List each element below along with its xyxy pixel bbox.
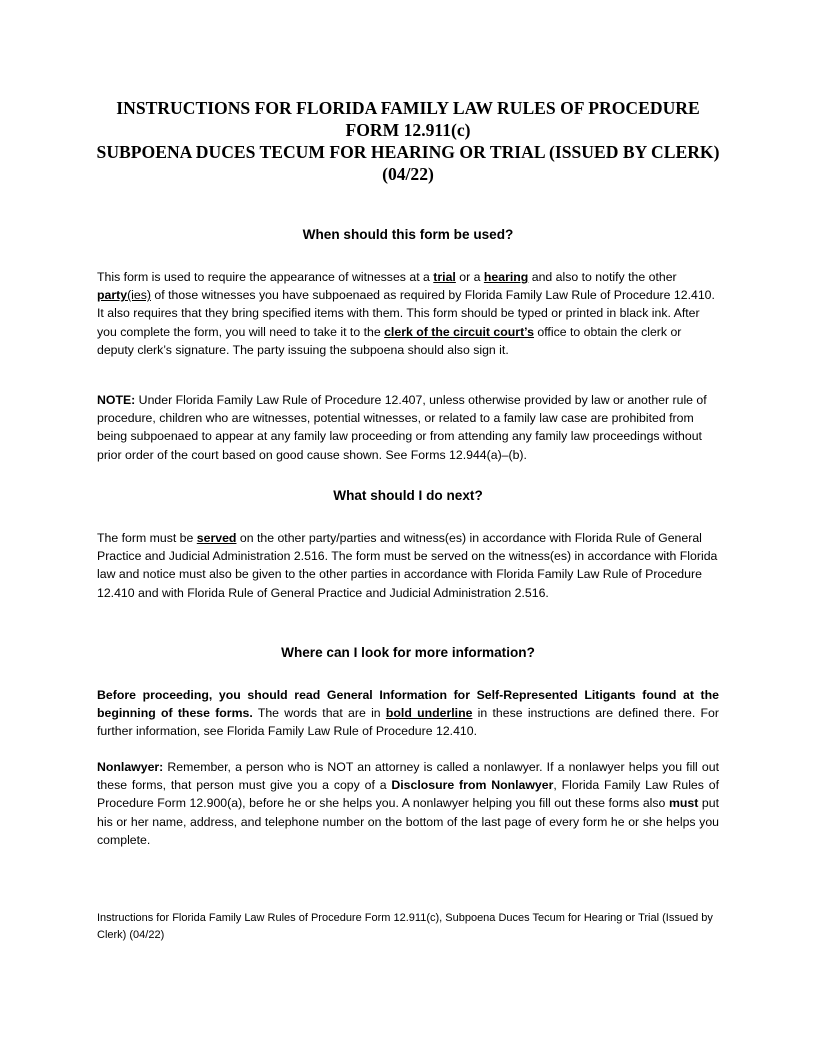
text-run: put his or her name, address, and telephone number on the bottom of the last page of every form he or she helps you complete. [97, 796, 719, 847]
document-title [80, 97, 736, 185]
title-line-4: (04/22) [382, 164, 434, 184]
note-text: Under Florida Family Law Rule of Procedure 12.407, unless otherwise provided by law or another rule of procedure, children who are witnesses, potential witnesses, or related to a family law case are prohibited from being subpoenaed to appear at any family law proceeding or from attending any family law proceedings without prior order of the court based on good cause shown. See Forms 12.944(a)–(b). [97, 393, 707, 462]
text-run: and also to notify the other [528, 270, 677, 284]
title-line-3: SUBPOENA DUCES TECUM FOR HEARING OR TRIAL (ISSUED BY CLERK) [96, 142, 720, 162]
bold-intro: Before proceeding, you should read General Information for Self-Represented Litigants found at the beginning of these forms. [97, 688, 719, 721]
paragraph-note [97, 391, 719, 464]
term-trial: trial [433, 270, 456, 284]
text-run: The words that are in [252, 706, 386, 721]
title-line-2: FORM 12.911(c) [345, 120, 471, 140]
heading-more-info: Where can I look for more information? [281, 645, 535, 660]
text-run: of those witnesses you have subpoenaed as required by Florida Family Law Rule of Procedure 12.410. It also requires that they bring specified items with them. This form should be typed or printed in black ink. After you complete the form, you will need to take it to the [97, 288, 715, 339]
term-served: served [196, 531, 237, 545]
text-run: or a [455, 270, 484, 284]
disclosure-title: Disclosure from Nonlawyer [391, 778, 554, 793]
title-line-1: INSTRUCTIONS FOR FLORIDA FAMILY LAW RULES OF PROCEDURE [116, 98, 700, 118]
heading-when-used: When should this form be used? [302, 227, 514, 242]
nonlawyer-label: Nonlawyer: [97, 760, 164, 774]
paragraph-general-info [97, 686, 719, 741]
must-emphasis: must [668, 796, 699, 811]
term-hearing: hearing [483, 270, 529, 284]
paragraph-nonlawyer [97, 758, 719, 849]
heading-what-next: What should I do next? [333, 488, 483, 503]
text-run: The form must be [97, 531, 197, 545]
paragraph-service [97, 529, 719, 602]
paragraph-purpose [97, 268, 719, 359]
term-clerk-of-court: clerk of the circuit court’s [384, 324, 534, 339]
text-run: in these instructions are defined there. For further information, see Florida Family Law Rule of Procedure 12.410. [97, 706, 719, 739]
text-run: office to obtain the clerk or deputy clerk’s signature. The party issuing the subpoena should also sign it. [97, 324, 682, 357]
text-run: This form is used to require the appearance of witnesses at a [97, 270, 434, 284]
term-bold-underline: bold underline [385, 706, 473, 721]
note-label: NOTE: [97, 393, 136, 407]
text-run: , Florida Family Law Rules of Procedure Form 12.900(a), before he or she helps you. A nonlawyer helping you fill out these forms also [97, 778, 719, 811]
page-footer: Instructions for Florida Family Law Rules of Procedure Form 12.911(c), Subpoena Duces Tecum for Hearing or Trial (Issued by Clerk) (04/22) [97, 912, 713, 941]
text-run: Remember, a person who is NOT an attorney is called a nonlawyer. If a nonlawyer helps you fill out these forms, that person must give you a copy of a [97, 760, 719, 793]
term-party-suffix: (ies) [127, 288, 151, 303]
text-run: on the other party/parties and witness(es) in accordance with Florida Rule of General Practice and Judicial Administration 2.516. The form must be served on the witness(es) in accordance with Florida law and notice must also be given to the other parties in accordance with Florida Family Law Rule of Procedure 12.410 and with Florida Rule of General Practice and Judicial Administration 2.516. [97, 531, 718, 600]
term-party: party [97, 288, 128, 303]
